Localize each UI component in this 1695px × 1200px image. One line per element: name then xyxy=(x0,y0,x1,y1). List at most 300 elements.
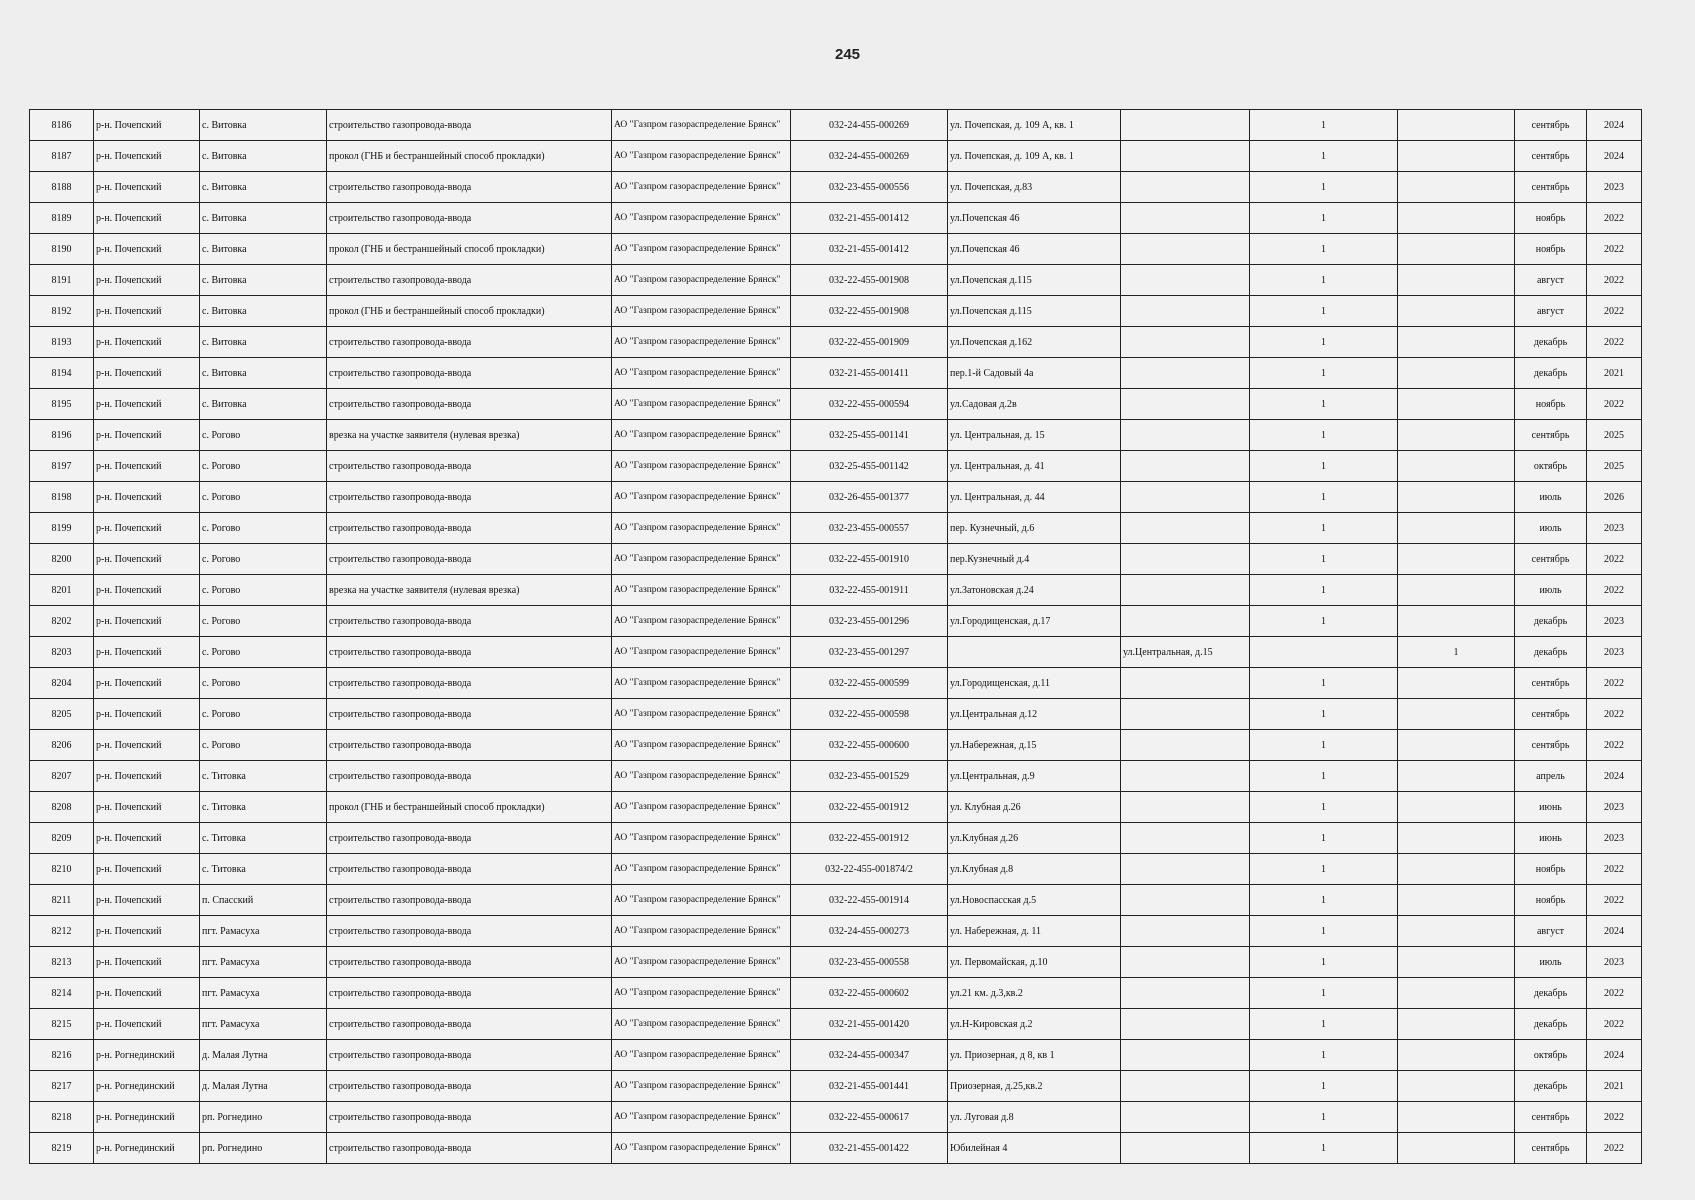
year-cell: 2023 xyxy=(1587,947,1642,978)
year-cell: 2024 xyxy=(1587,916,1642,947)
address-alt-cell xyxy=(1121,296,1250,327)
month-cell: сентябрь xyxy=(1515,110,1587,141)
address-alt-cell xyxy=(1121,761,1250,792)
settlement-cell: с. Витовка xyxy=(200,327,327,358)
address-alt-cell xyxy=(1121,389,1250,420)
contract-code-cell: 032-22-455-001908 xyxy=(791,265,948,296)
address-cell: ул.Садовая д.2в xyxy=(948,389,1121,420)
quantity-cell: 1 xyxy=(1250,668,1398,699)
work-type-cell: строительство газопровода-ввода xyxy=(327,854,612,885)
organization-cell: АО "Газпром газораспределение Брянск" xyxy=(612,172,791,203)
table-row xyxy=(30,203,1642,234)
address-alt-cell xyxy=(1121,451,1250,482)
quantity-cell: 1 xyxy=(1250,1040,1398,1071)
quantity-cell: 1 xyxy=(1250,1009,1398,1040)
quantity-alt-cell xyxy=(1398,916,1515,947)
month-cell: ноябрь xyxy=(1515,389,1587,420)
year-cell: 2024 xyxy=(1587,141,1642,172)
address-cell: пер.Кузнечный д.4 xyxy=(948,544,1121,575)
work-type-cell: строительство газопровода-ввода xyxy=(327,172,612,203)
organization-cell: АО "Газпром газораспределение Брянск" xyxy=(612,1102,791,1133)
year-cell: 2023 xyxy=(1587,792,1642,823)
address-cell: ул. Почепская, д. 109 А, кв. 1 xyxy=(948,110,1121,141)
row-number: 8191 xyxy=(30,265,94,296)
settlement-cell: с. Рогово xyxy=(200,730,327,761)
district-cell: р-н. Рогнединский xyxy=(94,1040,200,1071)
register-table xyxy=(29,109,1642,1164)
settlement-cell: с. Рогово xyxy=(200,482,327,513)
year-cell: 2023 xyxy=(1587,606,1642,637)
table-row xyxy=(30,699,1642,730)
address-cell: ул.Клубная д.26 xyxy=(948,823,1121,854)
quantity-cell: 1 xyxy=(1250,575,1398,606)
month-cell: июль xyxy=(1515,947,1587,978)
row-number: 8186 xyxy=(30,110,94,141)
table-row xyxy=(30,110,1642,141)
table-row xyxy=(30,978,1642,1009)
settlement-cell: с. Рогово xyxy=(200,637,327,668)
month-cell: июль xyxy=(1515,482,1587,513)
month-cell: апрель xyxy=(1515,761,1587,792)
contract-code-cell: 032-25-455-001141 xyxy=(791,420,948,451)
district-cell: р-н. Почепский xyxy=(94,327,200,358)
table-row xyxy=(30,885,1642,916)
quantity-alt-cell xyxy=(1398,234,1515,265)
quantity-alt-cell xyxy=(1398,141,1515,172)
organization-cell: АО "Газпром газораспределение Брянск" xyxy=(612,451,791,482)
contract-code-cell: 032-22-455-000594 xyxy=(791,389,948,420)
district-cell: р-н. Почепский xyxy=(94,761,200,792)
organization-cell: АО "Газпром газораспределение Брянск" xyxy=(612,544,791,575)
district-cell: р-н. Почепский xyxy=(94,172,200,203)
year-cell: 2022 xyxy=(1587,699,1642,730)
quantity-cell xyxy=(1250,637,1398,668)
month-cell: декабрь xyxy=(1515,606,1587,637)
work-type-cell: строительство газопровода-ввода xyxy=(327,668,612,699)
quantity-cell: 1 xyxy=(1250,792,1398,823)
quantity-alt-cell xyxy=(1398,1009,1515,1040)
contract-code-cell: 032-24-455-000347 xyxy=(791,1040,948,1071)
address-alt-cell xyxy=(1121,575,1250,606)
quantity-alt-cell xyxy=(1398,761,1515,792)
quantity-cell: 1 xyxy=(1250,203,1398,234)
contract-code-cell: 032-21-455-001420 xyxy=(791,1009,948,1040)
district-cell: р-н. Рогнединский xyxy=(94,1071,200,1102)
district-cell: р-н. Почепский xyxy=(94,947,200,978)
contract-code-cell: 032-22-455-001911 xyxy=(791,575,948,606)
quantity-cell: 1 xyxy=(1250,358,1398,389)
month-cell: сентябрь xyxy=(1515,699,1587,730)
district-cell: р-н. Почепский xyxy=(94,544,200,575)
contract-code-cell: 032-22-455-000602 xyxy=(791,978,948,1009)
quantity-cell: 1 xyxy=(1250,141,1398,172)
quantity-cell: 1 xyxy=(1250,482,1398,513)
table-row xyxy=(30,358,1642,389)
work-type-cell: строительство газопровода-ввода xyxy=(327,730,612,761)
year-cell: 2022 xyxy=(1587,296,1642,327)
quantity-alt-cell xyxy=(1398,265,1515,296)
work-type-cell: прокол (ГНБ и бестраншейный способ прокладки) xyxy=(327,141,612,172)
organization-cell: АО "Газпром газораспределение Брянск" xyxy=(612,575,791,606)
district-cell: р-н. Почепский xyxy=(94,482,200,513)
organization-cell: АО "Газпром газораспределение Брянск" xyxy=(612,668,791,699)
year-cell: 2022 xyxy=(1587,203,1642,234)
row-number: 8188 xyxy=(30,172,94,203)
month-cell: август xyxy=(1515,916,1587,947)
quantity-alt-cell xyxy=(1398,420,1515,451)
quantity-cell: 1 xyxy=(1250,389,1398,420)
contract-code-cell: 032-25-455-001142 xyxy=(791,451,948,482)
settlement-cell: с. Рогово xyxy=(200,575,327,606)
district-cell: р-н. Почепский xyxy=(94,730,200,761)
district-cell: р-н. Почепский xyxy=(94,389,200,420)
work-type-cell: строительство газопровода-ввода xyxy=(327,1071,612,1102)
month-cell: ноябрь xyxy=(1515,203,1587,234)
organization-cell: АО "Газпром газораспределение Брянск" xyxy=(612,885,791,916)
settlement-cell: с. Рогово xyxy=(200,420,327,451)
settlement-cell: с. Витовка xyxy=(200,296,327,327)
organization-cell: АО "Газпром газораспределение Брянск" xyxy=(612,730,791,761)
year-cell: 2023 xyxy=(1587,513,1642,544)
work-type-cell: строительство газопровода-ввода xyxy=(327,947,612,978)
quantity-cell: 1 xyxy=(1250,1133,1398,1164)
settlement-cell: с. Витовка xyxy=(200,141,327,172)
year-cell: 2023 xyxy=(1587,637,1642,668)
month-cell: август xyxy=(1515,296,1587,327)
work-type-cell: строительство газопровода-ввода xyxy=(327,823,612,854)
address-cell: ул. Центральная, д. 15 xyxy=(948,420,1121,451)
contract-code-cell: 032-22-455-000598 xyxy=(791,699,948,730)
address-alt-cell xyxy=(1121,513,1250,544)
year-cell: 2022 xyxy=(1587,668,1642,699)
address-alt-cell xyxy=(1121,234,1250,265)
organization-cell: АО "Газпром газораспределение Брянск" xyxy=(612,327,791,358)
work-type-cell: прокол (ГНБ и бестраншейный способ прокладки) xyxy=(327,792,612,823)
address-cell: ул.Почепская 46 xyxy=(948,234,1121,265)
quantity-alt-cell xyxy=(1398,823,1515,854)
quantity-cell: 1 xyxy=(1250,451,1398,482)
district-cell: р-н. Почепский xyxy=(94,110,200,141)
quantity-cell: 1 xyxy=(1250,823,1398,854)
month-cell: декабрь xyxy=(1515,327,1587,358)
settlement-cell: д. Малая Лутна xyxy=(200,1040,327,1071)
district-cell: р-н. Почепский xyxy=(94,854,200,885)
work-type-cell: строительство газопровода-ввода xyxy=(327,327,612,358)
table-row xyxy=(30,1133,1642,1164)
work-type-cell: врезка на участке заявителя (нулевая врезка) xyxy=(327,420,612,451)
work-type-cell: строительство газопровода-ввода xyxy=(327,389,612,420)
organization-cell: АО "Газпром газораспределение Брянск" xyxy=(612,699,791,730)
table-row xyxy=(30,1040,1642,1071)
organization-cell: АО "Газпром газораспределение Брянск" xyxy=(612,110,791,141)
address-cell: ул. Клубная д.26 xyxy=(948,792,1121,823)
district-cell: р-н. Почепский xyxy=(94,203,200,234)
work-type-cell: строительство газопровода-ввода xyxy=(327,513,612,544)
quantity-alt-cell xyxy=(1398,482,1515,513)
month-cell: ноябрь xyxy=(1515,885,1587,916)
year-cell: 2026 xyxy=(1587,482,1642,513)
quantity-cell: 1 xyxy=(1250,265,1398,296)
quantity-cell: 1 xyxy=(1250,513,1398,544)
contract-code-cell: 032-22-455-001914 xyxy=(791,885,948,916)
address-alt-cell xyxy=(1121,1009,1250,1040)
contract-code-cell: 032-22-455-001912 xyxy=(791,792,948,823)
organization-cell: АО "Газпром газораспределение Брянск" xyxy=(612,792,791,823)
year-cell: 2024 xyxy=(1587,761,1642,792)
row-number: 8214 xyxy=(30,978,94,1009)
settlement-cell: с. Титовка xyxy=(200,761,327,792)
settlement-cell: с. Витовка xyxy=(200,110,327,141)
address-alt-cell xyxy=(1121,916,1250,947)
address-cell: ул. Приозерная, д 8, кв 1 xyxy=(948,1040,1121,1071)
settlement-cell: с. Титовка xyxy=(200,823,327,854)
contract-code-cell: 032-21-455-001412 xyxy=(791,234,948,265)
work-type-cell: строительство газопровода-ввода xyxy=(327,265,612,296)
address-cell xyxy=(948,637,1121,668)
month-cell: октябрь xyxy=(1515,1040,1587,1071)
quantity-alt-cell xyxy=(1398,1040,1515,1071)
contract-code-cell: 032-21-455-001411 xyxy=(791,358,948,389)
address-cell: ул.Городищенская, д.17 xyxy=(948,606,1121,637)
table-row xyxy=(30,1009,1642,1040)
table-row xyxy=(30,327,1642,358)
quantity-alt-cell xyxy=(1398,699,1515,730)
quantity-cell: 1 xyxy=(1250,854,1398,885)
work-type-cell: строительство газопровода-ввода xyxy=(327,451,612,482)
address-alt-cell xyxy=(1121,823,1250,854)
quantity-alt-cell xyxy=(1398,358,1515,389)
organization-cell: АО "Газпром газораспределение Брянск" xyxy=(612,296,791,327)
year-cell: 2025 xyxy=(1587,451,1642,482)
contract-code-cell: 032-26-455-001377 xyxy=(791,482,948,513)
contract-code-cell: 032-22-455-000617 xyxy=(791,1102,948,1133)
address-cell: ул.Городищенская, д.11 xyxy=(948,668,1121,699)
quantity-cell: 1 xyxy=(1250,1071,1398,1102)
district-cell: р-н. Почепский xyxy=(94,575,200,606)
month-cell: июль xyxy=(1515,513,1587,544)
work-type-cell: строительство газопровода-ввода xyxy=(327,203,612,234)
district-cell: р-н. Почепский xyxy=(94,668,200,699)
year-cell: 2021 xyxy=(1587,358,1642,389)
district-cell: р-н. Почепский xyxy=(94,265,200,296)
contract-code-cell: 032-23-455-000557 xyxy=(791,513,948,544)
quantity-alt-cell xyxy=(1398,296,1515,327)
settlement-cell: пгт. Рамасуха xyxy=(200,916,327,947)
row-number: 8207 xyxy=(30,761,94,792)
table-row xyxy=(30,637,1642,668)
settlement-cell: с. Рогово xyxy=(200,544,327,575)
quantity-alt-cell xyxy=(1398,606,1515,637)
organization-cell: АО "Газпром газораспределение Брянск" xyxy=(612,1009,791,1040)
month-cell: октябрь xyxy=(1515,451,1587,482)
contract-code-cell: 032-23-455-001297 xyxy=(791,637,948,668)
month-cell: июнь xyxy=(1515,792,1587,823)
month-cell: сентябрь xyxy=(1515,544,1587,575)
contract-code-cell: 032-23-455-001296 xyxy=(791,606,948,637)
district-cell: р-н. Почепский xyxy=(94,978,200,1009)
address-cell: ул. Почепская, д. 109 А, кв. 1 xyxy=(948,141,1121,172)
table-row xyxy=(30,575,1642,606)
district-cell: р-н. Рогнединский xyxy=(94,1133,200,1164)
quantity-alt-cell xyxy=(1398,668,1515,699)
quantity-alt-cell xyxy=(1398,1133,1515,1164)
quantity-alt-cell xyxy=(1398,389,1515,420)
table-row xyxy=(30,916,1642,947)
settlement-cell: пгт. Рамасуха xyxy=(200,947,327,978)
row-number: 8198 xyxy=(30,482,94,513)
contract-code-cell: 032-21-455-001422 xyxy=(791,1133,948,1164)
row-number: 8196 xyxy=(30,420,94,451)
quantity-alt-cell xyxy=(1398,885,1515,916)
quantity-alt-cell xyxy=(1398,947,1515,978)
year-cell: 2023 xyxy=(1587,172,1642,203)
row-number: 8213 xyxy=(30,947,94,978)
quantity-alt-cell xyxy=(1398,854,1515,885)
year-cell: 2022 xyxy=(1587,854,1642,885)
table-row xyxy=(30,141,1642,172)
address-cell: ул. Луговая д.8 xyxy=(948,1102,1121,1133)
work-type-cell: строительство газопровода-ввода xyxy=(327,761,612,792)
table-row xyxy=(30,761,1642,792)
contract-code-cell: 032-23-455-000558 xyxy=(791,947,948,978)
settlement-cell: с. Витовка xyxy=(200,358,327,389)
month-cell: декабрь xyxy=(1515,637,1587,668)
table-row xyxy=(30,668,1642,699)
table-body xyxy=(30,110,1642,1164)
address-alt-cell xyxy=(1121,947,1250,978)
work-type-cell: строительство газопровода-ввода xyxy=(327,1133,612,1164)
address-cell: ул.Почепская д.115 xyxy=(948,296,1121,327)
row-number: 8204 xyxy=(30,668,94,699)
address-alt-cell xyxy=(1121,172,1250,203)
year-cell: 2022 xyxy=(1587,575,1642,606)
row-number: 8202 xyxy=(30,606,94,637)
address-alt-cell xyxy=(1121,854,1250,885)
district-cell: р-н. Почепский xyxy=(94,513,200,544)
organization-cell: АО "Газпром газораспределение Брянск" xyxy=(612,141,791,172)
month-cell: ноябрь xyxy=(1515,234,1587,265)
address-cell: ул.Почепская д.115 xyxy=(948,265,1121,296)
quantity-cell: 1 xyxy=(1250,420,1398,451)
settlement-cell: с. Титовка xyxy=(200,854,327,885)
page-number: 245 xyxy=(834,46,861,63)
address-cell: ул.Центральная, д.9 xyxy=(948,761,1121,792)
organization-cell: АО "Газпром газораспределение Брянск" xyxy=(612,234,791,265)
work-type-cell: строительство газопровода-ввода xyxy=(327,606,612,637)
settlement-cell: с. Витовка xyxy=(200,172,327,203)
quantity-alt-cell xyxy=(1398,792,1515,823)
month-cell: декабрь xyxy=(1515,1071,1587,1102)
row-number: 8203 xyxy=(30,637,94,668)
year-cell: 2022 xyxy=(1587,1009,1642,1040)
year-cell: 2024 xyxy=(1587,110,1642,141)
table-row xyxy=(30,823,1642,854)
year-cell: 2021 xyxy=(1587,1071,1642,1102)
organization-cell: АО "Газпром газораспределение Брянск" xyxy=(612,420,791,451)
table-row xyxy=(30,606,1642,637)
address-alt-cell xyxy=(1121,792,1250,823)
month-cell: июнь xyxy=(1515,823,1587,854)
year-cell: 2022 xyxy=(1587,1133,1642,1164)
address-alt-cell xyxy=(1121,203,1250,234)
contract-code-cell: 032-24-455-000273 xyxy=(791,916,948,947)
contract-code-cell: 032-23-455-001529 xyxy=(791,761,948,792)
row-number: 8217 xyxy=(30,1071,94,1102)
row-number: 8215 xyxy=(30,1009,94,1040)
district-cell: р-н. Почепский xyxy=(94,699,200,730)
table-row xyxy=(30,420,1642,451)
district-cell: р-н. Почепский xyxy=(94,823,200,854)
work-type-cell: строительство газопровода-ввода xyxy=(327,699,612,730)
settlement-cell: рп. Рогнедино xyxy=(200,1133,327,1164)
contract-code-cell: 032-22-455-001910 xyxy=(791,544,948,575)
month-cell: сентябрь xyxy=(1515,730,1587,761)
address-cell: ул.Почепская 46 xyxy=(948,203,1121,234)
month-cell: декабрь xyxy=(1515,978,1587,1009)
address-alt-cell xyxy=(1121,730,1250,761)
row-number: 8190 xyxy=(30,234,94,265)
contract-code-cell: 032-22-455-001908 xyxy=(791,296,948,327)
contract-code-cell: 032-24-455-000269 xyxy=(791,141,948,172)
district-cell: р-н. Почепский xyxy=(94,451,200,482)
row-number: 8201 xyxy=(30,575,94,606)
work-type-cell: строительство газопровода-ввода xyxy=(327,1102,612,1133)
quantity-alt-cell xyxy=(1398,575,1515,606)
row-number: 8208 xyxy=(30,792,94,823)
table-row xyxy=(30,513,1642,544)
contract-code-cell: 032-23-455-000556 xyxy=(791,172,948,203)
settlement-cell: пгт. Рамасуха xyxy=(200,1009,327,1040)
district-cell: р-н. Почепский xyxy=(94,792,200,823)
address-cell: пер.1-й Садовый 4а xyxy=(948,358,1121,389)
address-alt-cell xyxy=(1121,110,1250,141)
address-alt-cell xyxy=(1121,978,1250,1009)
year-cell: 2023 xyxy=(1587,823,1642,854)
organization-cell: АО "Газпром газораспределение Брянск" xyxy=(612,606,791,637)
work-type-cell: строительство газопровода-ввода xyxy=(327,544,612,575)
district-cell: р-н. Почепский xyxy=(94,916,200,947)
table-row xyxy=(30,730,1642,761)
month-cell: сентябрь xyxy=(1515,1102,1587,1133)
address-cell: ул.Набережная, д.15 xyxy=(948,730,1121,761)
settlement-cell: с. Рогово xyxy=(200,699,327,730)
settlement-cell: пгт. Рамасуха xyxy=(200,978,327,1009)
month-cell: июль xyxy=(1515,575,1587,606)
work-type-cell: врезка на участке заявителя (нулевая врезка) xyxy=(327,575,612,606)
quantity-cell: 1 xyxy=(1250,761,1398,792)
address-alt-cell xyxy=(1121,358,1250,389)
year-cell: 2025 xyxy=(1587,420,1642,451)
quantity-alt-cell xyxy=(1398,978,1515,1009)
organization-cell: АО "Газпром газораспределение Брянск" xyxy=(612,1071,791,1102)
quantity-cell: 1 xyxy=(1250,916,1398,947)
month-cell: сентябрь xyxy=(1515,668,1587,699)
row-number: 8200 xyxy=(30,544,94,575)
month-cell: сентябрь xyxy=(1515,172,1587,203)
row-number: 8209 xyxy=(30,823,94,854)
year-cell: 2022 xyxy=(1587,389,1642,420)
district-cell: р-н. Почепский xyxy=(94,420,200,451)
address-cell: ул. Почепская, д.83 xyxy=(948,172,1121,203)
contract-code-cell: 032-22-455-001909 xyxy=(791,327,948,358)
row-number: 8219 xyxy=(30,1133,94,1164)
contract-code-cell: 032-22-455-000600 xyxy=(791,730,948,761)
row-number: 8189 xyxy=(30,203,94,234)
row-number: 8212 xyxy=(30,916,94,947)
contract-code-cell: 032-21-455-001412 xyxy=(791,203,948,234)
table-row xyxy=(30,172,1642,203)
organization-cell: АО "Газпром газораспределение Брянск" xyxy=(612,637,791,668)
